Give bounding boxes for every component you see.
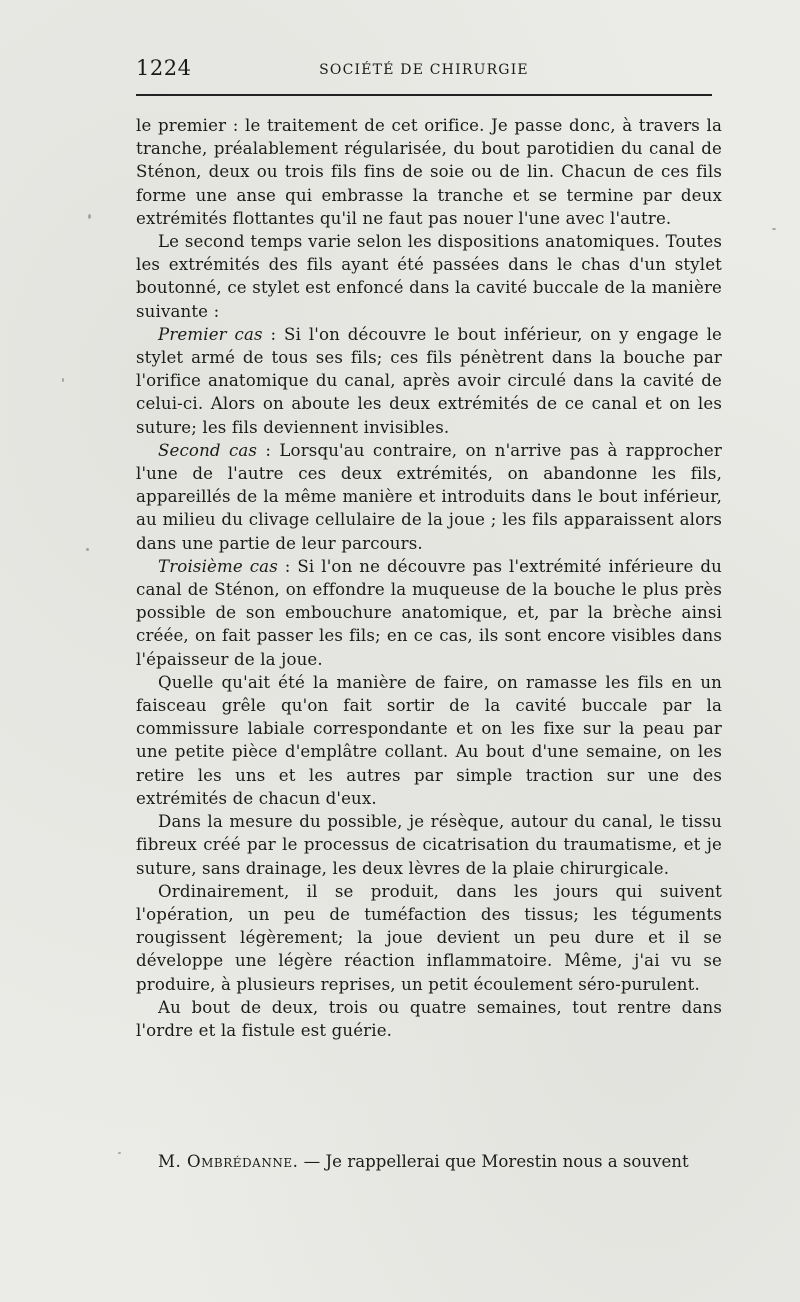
paragraph-2: Le second temps varie selon les dispositions anatomiques. Toutes les extrémités des fils ayant été passées dans le chas d'un stylet boutonné, ce stylet est enfoncé dans la cavité buccale de la manière suivante : [136,232,722,321]
scan-speck [772,228,776,230]
scan-speck [118,1152,121,1154]
paragraph-4: Second cas : Lorsqu'au contraire, on n'arrive pas à rapprocher l'une de l'autre ces deux extrémités, on abandonne les fils, appareillés de la même manière et introduits dans le bout inférieur, au milieu du clivage cellulaire de la joue ; les fils apparaissent alors dans une partie de leur parcours. [136,440,722,553]
running-title: SOCIÉTÉ DE CHIRURGIE [319,62,529,78]
case-label: Troisième cas [158,556,278,576]
paragraph-5: Troisième cas : Si l'on ne découvre pas l'extrémité inférieure du canal de Sténon, on effondre la muqueuse de la bouche le plus près possible de son embouchure anatomique, et, par la brèche ainsi créée, on fait passer les fils; en ce cas, ils sont encore visibles dans l'épaisseur de la joue. [136,556,722,669]
case-label: Second cas [158,440,258,460]
speaker-name: M. Ombrédanne. [158,1152,299,1171]
paragraph-1: le premier : le traitement de cet orifice. Je passe donc, à travers la tranche, préalablement régularisée, du bout parotidien du canal de Sténon, deux ou trois fils fins de soie ou de lin. Chacun de ces fils forme une anse qui embrasse la tranche et se termine par deux extrémités flottantes qu'il ne faut pas nouer l'une avec l'autre. [136,116,722,228]
closing-paragraph [136,1150,722,1173]
paragraph-9: Au bout de deux, trois ou quatre semaines, tout rentre dans l'ordre et la fistule est guérie. [136,997,722,1040]
scan-speck [88,214,91,219]
scan-speck [86,548,89,551]
paragraph-7: Dans la mesure du possible, je résèque, autour du canal, le tissu fibreux créé par le processus de cicatrisation du traumatisme, et je suture, sans drainage, les deux lèvres de la plaie chirurgicale. [136,812,722,878]
page-header [136,56,712,86]
paragraph-6: Quelle qu'ait été la manière de faire, on ramasse les fils en un faisceau grêle qu'on fait sortir de la cavité buccale par la commissure labiale correspondante et on les fixe sur la peau par une petite pièce d'emplâtre collant. Au bout d'une semaine, on les retire les uns et les autres par simple traction sur une des extrémités de chacun d'eux. [136,672,722,808]
page-number: 1224 [136,56,192,80]
paragraph-3: Premier cas : Si l'on découvre le bout inférieur, on y engage le stylet armé de tous ses fils; ces fils pénètrent dans la bouche par l'orifice anatomique du canal, après avoir circulé dans la cavité de celui-ci. Alors on aboute les deux extrémités de ce canal et on les suture; les fils deviennent invisibles. [136,324,722,437]
closing-text: — Je rappellerai que Morestin nous a souvent [298,1152,689,1171]
paragraph-8: Ordinairement, il se produit, dans les jours qui suivent l'opération, un peu de tuméfaction des tissus; les téguments rougissent légèrement; la joue devient un peu dure et il se développe une légère réaction inflammatoire. Même, j'ai vu se produire, à plusieurs reprises, un petit écoulement séro-purulent. [136,881,722,994]
scan-speck [62,378,64,382]
article-body [136,114,722,1042]
case-label: Premier cas [158,324,263,344]
header-rule [136,94,712,96]
